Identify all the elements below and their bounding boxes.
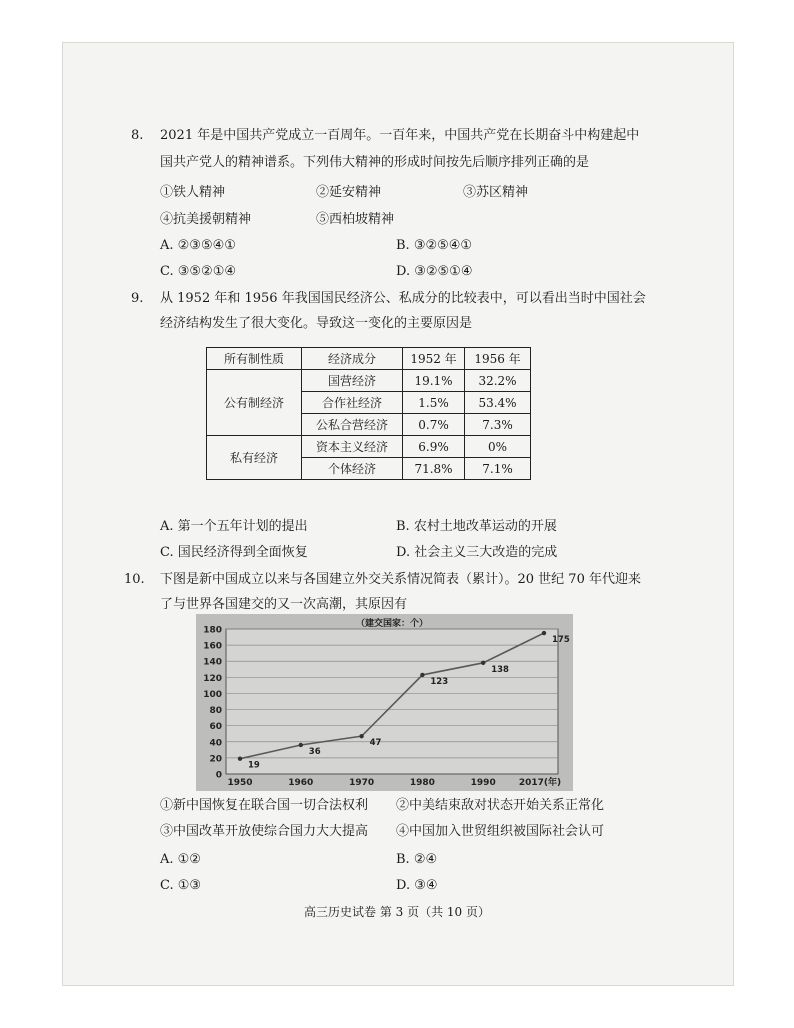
table-cell: 19.1% — [403, 370, 465, 392]
chart-svg — [196, 614, 573, 791]
q8-item-4: ④抗美援朝精神 — [160, 212, 252, 227]
y-tick-label: 180 — [203, 625, 222, 636]
x-tick-label: 1990 — [470, 778, 496, 788]
q10-option-b: B. ②④ — [396, 852, 438, 867]
q8-stem-line1: 2021 年是中国共产党成立一百周年。一百年来，中国共产党在长期奋斗中构建起中 — [160, 128, 640, 143]
table-cell: 7.1% — [465, 458, 531, 480]
y-tick-label: 80 — [209, 706, 222, 717]
q8-option-d: D. ③②⑤①④ — [396, 264, 473, 279]
table-cell: 0.7% — [403, 414, 465, 436]
table-header-cell: 1956 年 — [465, 348, 531, 370]
y-tick-label: 100 — [203, 689, 222, 700]
q10-item-1: ①新中国恢复在联合国一切合法权利 — [160, 798, 369, 813]
q10-item-4: ④中国加入世贸组织被国际社会认可 — [396, 824, 605, 839]
data-label: 19 — [248, 760, 260, 771]
y-tick-label: 160 — [203, 641, 222, 652]
q10-item-3: ③中国改革开放使综合国力大大提高 — [160, 824, 369, 839]
data-point — [299, 743, 303, 747]
q8-item-1: ①铁人精神 — [160, 185, 226, 200]
y-tick-label: 140 — [203, 657, 222, 668]
q8-item-5: ⑤西柏坡精神 — [316, 212, 395, 227]
table-row — [207, 370, 531, 392]
q9-stem-line1: 从 1952 年和 1956 年我国国民经济公、私成分的比较表中，可以看出当时中国社会 — [160, 291, 646, 306]
q10-item-2: ②中美结束敌对状态开始关系正常化 — [396, 798, 605, 813]
q9-option-a: A. 第一个五年计划的提出 — [160, 519, 308, 534]
table-cell: 资本主义经济 — [302, 436, 403, 458]
data-label: 36 — [308, 747, 321, 757]
table-cell: 6.9% — [403, 436, 465, 458]
data-label: 47 — [369, 738, 382, 749]
x-tick-label: 1960 — [288, 778, 314, 788]
x-tick-label: 1980 — [409, 778, 435, 788]
data-label: 175 — [552, 635, 570, 646]
x-tick-label: 1970 — [349, 778, 375, 788]
data-label: 138 — [491, 664, 509, 675]
ownership-table — [206, 347, 531, 480]
table-cell: 71.8% — [403, 458, 465, 480]
data-label: 123 — [430, 676, 449, 687]
table-cell: 53.4% — [465, 392, 531, 414]
q10-stem-line2: 了与世界各国建交的又一次高潮，其原因有 — [160, 597, 408, 612]
q10-option-c: C. ①③ — [160, 878, 202, 893]
table-cell: 合作社经济 — [302, 392, 403, 414]
table-group-private: 私有经济 — [207, 436, 302, 480]
table-cell: 0% — [465, 436, 531, 458]
table-cell: 公私合营经济 — [302, 414, 403, 436]
q10-option-a: A. ①② — [160, 852, 201, 867]
y-tick-label: 60 — [209, 722, 222, 733]
q8-item-3: ③苏区精神 — [463, 185, 529, 200]
q8-item-2: ②延安精神 — [316, 185, 382, 200]
data-point — [420, 673, 424, 677]
table-row — [207, 436, 531, 458]
q9-number: 9. — [131, 291, 144, 306]
table-cell: 32.2% — [465, 370, 531, 392]
chart-title: （建交国家：个） — [355, 619, 429, 629]
y-tick-label: 20 — [209, 754, 222, 765]
x-tick-label: 1950 — [227, 778, 253, 788]
q10-option-d: D. ③④ — [396, 878, 438, 893]
q8-stem-line2: 国共产党人的精神谱系。下列伟大精神的形成时间按先后顺序排列正确的是 — [160, 155, 590, 170]
q8-option-b: B. ③②⑤④① — [396, 238, 473, 253]
table-header-cell: 所有制性质 — [207, 348, 302, 370]
data-point — [542, 631, 546, 635]
q9-option-b: B. 农村土地改革运动的开展 — [396, 519, 557, 534]
table-cell: 7.3% — [465, 414, 531, 436]
data-point — [481, 661, 485, 665]
table-group-public: 公有制经济 — [207, 370, 302, 436]
data-point — [359, 734, 363, 738]
table-cell: 个体经济 — [302, 458, 403, 480]
q10-number: 10. — [124, 572, 145, 587]
table-cell: 1.5% — [403, 392, 465, 414]
q9-stem-line2: 经济结构发生了很大变化。导致这一变化的主要原因是 — [160, 316, 473, 331]
q8-option-c: C. ③⑤②①④ — [160, 264, 237, 279]
x-tick-label: 2017(年) — [518, 778, 562, 788]
y-tick-label: 120 — [203, 673, 222, 684]
table-header-cell: 1952 年 — [403, 348, 465, 370]
page-footer: 高三历史试卷 第 3 页（共 10 页） — [304, 905, 490, 919]
y-tick-label: 0 — [215, 770, 222, 781]
q10-stem-line1: 下图是新中国成立以来与各国建立外交关系情况简表（累计）。20 世纪 70 年代迎来 — [160, 572, 641, 587]
q8-number: 8. — [131, 128, 144, 143]
q8-option-a: A. ②③⑤④① — [160, 238, 236, 253]
table-header-cell: 经济成分 — [302, 348, 403, 370]
y-tick-label: 40 — [209, 738, 222, 749]
q9-option-d: D. 社会主义三大改造的完成 — [396, 545, 558, 560]
table-header-row — [207, 348, 531, 370]
diplomatic-relations-chart — [196, 614, 573, 791]
data-point — [238, 756, 242, 760]
q9-option-c: C. 国民经济得到全面恢复 — [160, 545, 308, 560]
table-cell: 国营经济 — [302, 370, 403, 392]
